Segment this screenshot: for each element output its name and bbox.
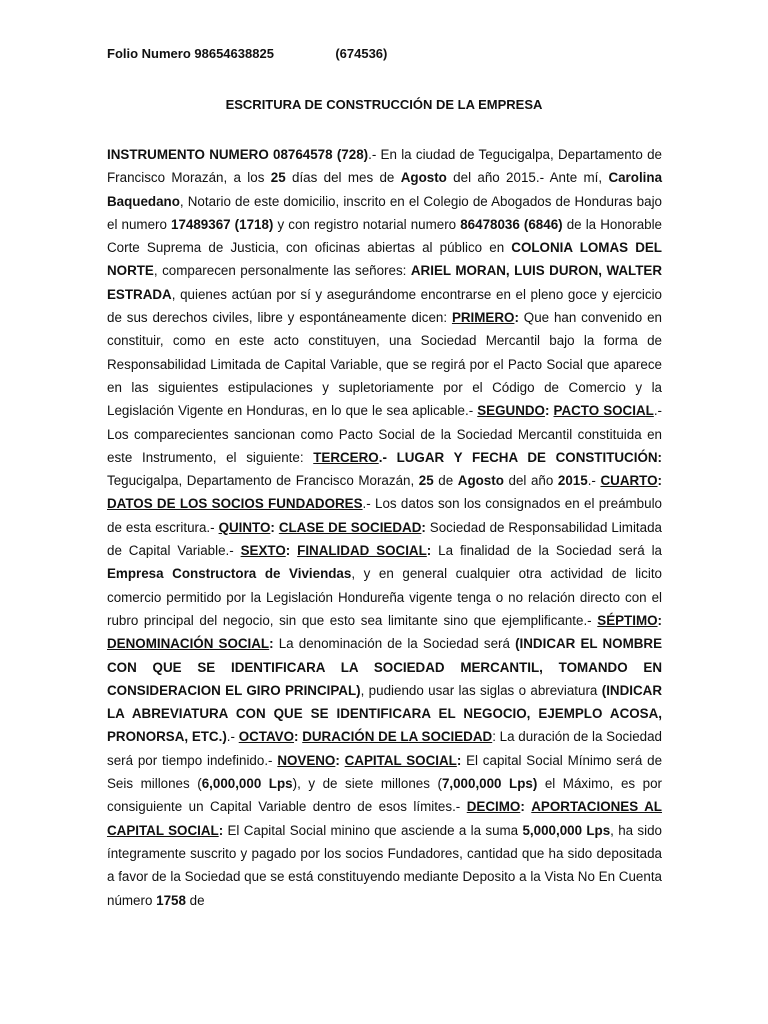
maximum-capital: 7,000,000 Lps): [441, 776, 538, 792]
month-value: Agosto: [400, 170, 447, 186]
clause-octavo: OCTAVO: [238, 729, 295, 745]
body-text: días del mes de: [285, 170, 401, 186]
clause-finalidad-social: FINALIDAD SOCIAL: [297, 543, 427, 559]
abbreviation-instruction: (INDICAR LA ABREVIATURA CON QUE SE IDENTIFICARA EL NEGOCIO, EJEMPLO ACOSA, PRONORSA, ETC.): [107, 682, 662, 745]
clause-cuarto: CUARTO: [600, 473, 658, 489]
founders-names: ARIEL MORAN, LUIS DURON, WALTER ESTRADA: [107, 263, 663, 302]
body-text: Que han convenido en constituir, como en este acto constituyen, una Sociedad Mercantil bajo la forma de Responsabilidad Limitada de Capital Variable, que se regirá por el Pacto Social que aparece en las siguientes estipulaciones y supletoriamente por el Código de Comercio y la Legislación Vigente en Honduras, en lo que le sea aplicable.-: [107, 310, 662, 419]
office-location: COLONIA LOMAS DEL NORTE: [107, 240, 662, 279]
clause-quinto: QUINTO: [218, 519, 271, 535]
body-text: de la Honorable Corte Suprema de Justicia, con oficinas abiertas al público en: [107, 216, 663, 256]
body-text: Tegucigalpa, Departamento de Francisco Morazán,: [107, 473, 419, 489]
notary-name: Carolina Baquedano: [107, 170, 663, 209]
body-text: El Capital Social minino que asciende a la suma: [223, 822, 523, 838]
body-text: , y en general cualquier otra actividad de licito comercio permitido por la Legislación Hondureña vigente tenga o no relación directo con el rubro principal del negocio, sin que esto sea limitante sino que ejemplificante.-: [107, 566, 662, 628]
day-value: 25: [270, 170, 286, 186]
clause-tercero: TERCERO: [313, 449, 379, 465]
colon: :: [335, 752, 340, 768]
colon: :: [218, 822, 224, 838]
body-text: , pudiendo usar las siglas o abreviatura: [360, 682, 602, 698]
clause-pacto-social: PACTO SOCIAL: [553, 403, 654, 419]
colon: :: [426, 543, 432, 559]
clause-segundo: SEGUNDO: [477, 403, 545, 419]
clause-decimo: DECIMO: [466, 799, 521, 815]
bar-number: 17489367 (1718): [171, 216, 274, 232]
colon: :: [421, 519, 426, 535]
month-value: Agosto: [457, 473, 504, 489]
clause-primero: PRIMERO: [451, 310, 515, 326]
colon: :: [285, 543, 291, 559]
folio-number: Folio Numero 98654638825: [107, 46, 274, 61]
body-text: , quienes actúan por sí y asegurándome encontrarse en el pleno goce y ejercicio de sus derechos civiles, libre y espontáneamente dicen:: [107, 286, 662, 326]
clause-capital-social: CAPITAL SOCIAL: [344, 752, 457, 768]
document-title: ESCRITURA DE CONSTRUCCIÓN DE LA EMPRESA: [225, 97, 543, 112]
colon: :: [456, 752, 462, 768]
clause-aportaciones: APORTACIONES AL CAPITAL SOCIAL: [107, 799, 662, 838]
clause-noveno: NOVENO: [277, 752, 336, 768]
minimum-capital: 6,000,000 Lps: [201, 776, 293, 792]
account-number: 1758: [156, 892, 186, 908]
colon: :: [269, 636, 274, 652]
body-text: , Notario de este domicilio, inscrito en el Colegio de Abogados de Honduras bajo el numero: [107, 193, 662, 232]
paid-capital: 5,000,000 Lps: [522, 822, 611, 838]
body-text: , comparecen personalmente las señores:: [153, 263, 411, 279]
body-text: La denominación de la Sociedad será: [273, 636, 516, 652]
body-text: El capital Social Mínimo será de Seis millones (: [107, 752, 663, 792]
company-purpose: Empresa Constructora de Viviendas: [107, 566, 352, 582]
clause-denominacion-social: DENOMINACIÓN SOCIAL: [107, 636, 270, 652]
colon: :: [514, 310, 519, 326]
colon: :: [270, 519, 275, 535]
clause-duracion-sociedad: DURACIÓN DE LA SOCIEDAD: [302, 729, 493, 745]
instrument-number: INSTRUMENTO NUMERO 08764578 (728): [107, 147, 369, 162]
clause-septimo: SÉPTIMO: [597, 612, 658, 628]
colon: :: [657, 473, 662, 489]
clause-sexto: SEXTO: [240, 543, 286, 559]
colon: :: [294, 729, 299, 745]
body-text: .-: [226, 729, 239, 745]
body-text: .- Los comparecientes sancionan como Pacto Social de la Sociedad Mercantil constituida en este Instrumento, el siguiente:: [107, 403, 662, 465]
colon: :: [520, 799, 525, 815]
body-text: y con registro notarial numero: [273, 216, 461, 232]
clause-datos-socios: DATOS DE LOS SOCIOS FUNDADORES: [107, 496, 363, 512]
day-value: 25: [418, 473, 434, 489]
body-text: del año: [503, 473, 558, 489]
body-text: el Máximo, es por consiguiente un Capital Variable dentro de esos límites.-: [107, 776, 662, 815]
body-text: : La duración de la Sociedad será por tiempo indefinido.-: [107, 729, 662, 768]
document-body: [107, 143, 662, 912]
body-text: del año 2015.- Ante mí,: [446, 170, 609, 186]
body-text: La finalidad de la Sociedad será la: [431, 543, 662, 559]
body-text: de: [433, 473, 458, 489]
body-text: ), y de siete millones (: [292, 776, 442, 792]
body-text: .- Los datos son los consignados en el preámbulo de esta escritura.-: [107, 496, 662, 535]
folio-code: (674536): [335, 46, 388, 61]
body-text: .-: [587, 473, 601, 489]
notarial-registry: 86478036 (6846): [460, 216, 563, 232]
colon: :: [544, 403, 550, 419]
body-text: de: [185, 892, 205, 908]
clause-clase-sociedad: CLASE DE SOCIEDAD: [278, 519, 422, 535]
body-text: , ha sido íntegramente suscrito y pagado por los socios Fundadores, cantidad que ha sido depositada a favor de la Sociedad que se está constituyendo mediante Deposito a la Vista No En Cuenta número: [107, 822, 662, 908]
colon: :: [657, 612, 662, 628]
body-text: .- En la ciudad de Tegucigalpa, Departamento de Francisco Morazán, a los: [107, 147, 663, 186]
clause-lugar-fecha: .- LUGAR Y FECHA DE CONSTITUCIÓN:: [378, 449, 662, 465]
company-name-instruction: (INDICAR EL NOMBRE CON QUE SE IDENTIFICARA LA SOCIEDAD MERCANTIL, TOMANDO EN CONSIDERACION EL GIRO PRINCIPAL): [107, 636, 662, 698]
body-text: Sociedad de Responsabilidad Limitada de Capital Variable.-: [107, 519, 662, 559]
year-value: 2015: [557, 473, 588, 489]
folio-header: [107, 46, 387, 61]
